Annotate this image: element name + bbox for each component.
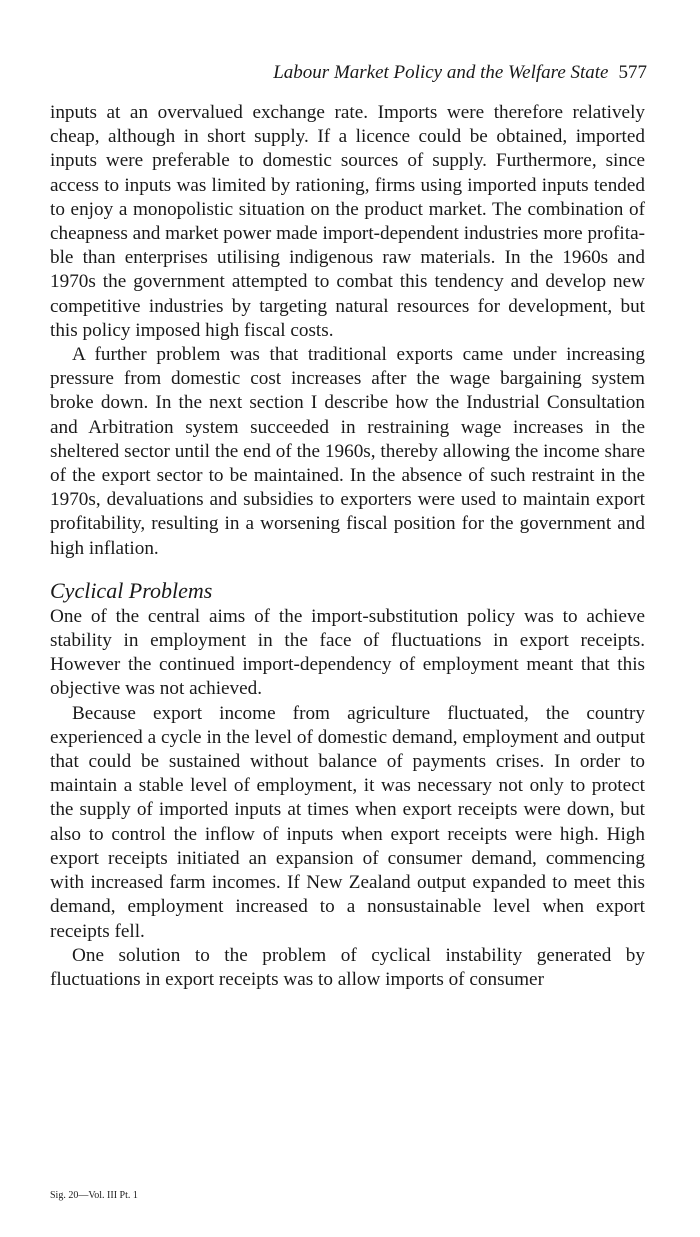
page-number: 577 bbox=[618, 62, 647, 83]
paragraph: Because export income from agriculture fluctuated, the country experienced a cycle in the level of domestic demand, employment and output that could be sustained without balance of payments crises. In order to maintain a stable level of employment, it was necessary not only to protect the supply of imported inputs at times when export receipts were down, but also to control the inflow of inputs when export receipts were high. High export receipts initiated an expansion of consumer demand, commencing with increased farm incomes. If New Zealand output expanded to meet this demand, employment increased to a nonsustainable level when export receipts fell. bbox=[50, 702, 645, 942]
signature-mark: Sig. 20—Vol. III Pt. 1 bbox=[50, 1190, 138, 1201]
paragraph: One solution to the problem of cyclical instability generated by fluctuations in export receipts was to allow imports of consumer bbox=[50, 944, 645, 990]
running-head bbox=[273, 60, 647, 86]
body-text bbox=[50, 101, 645, 992]
running-head-title: Labour Market Policy and the Welfare State bbox=[273, 62, 609, 83]
section-heading: Cyclical Problems bbox=[50, 577, 213, 603]
paragraph: One of the central aims of the import-substitution policy was to achieve stability in employment in the face of fluctuations in export receipts. However the continued import-dependency of employment meant that this objective was not achieved. bbox=[50, 605, 645, 700]
paragraph: inputs at an overvalued exchange rate. Imports were therefore relatively cheap, although in short supply. If a licence could be obtained, imported inputs were preferable to domestic sources of supply. Furthermore, since access to inputs was limited by rationing, firms using imported inputs tended to enjoy a monopolistic situation on the product market. The combination of cheapness and market power made import-dependent industries more profitable than enterprises utilising indigenous raw materials. In the 1960s and 1970s the government attempted to combat this tendency and develop new competitive industries by targeting natural resources for development, but this policy imposed high fiscal costs. bbox=[50, 102, 645, 341]
paragraph: A further problem was that traditional exports came under increasing pressure from domestic cost increases after the wage bargaining system broke down. In the next section I describe how the Industrial Consultation and Arbitration system succeeded in restraining wage increases in the sheltered sector until the end of the 1960s, thereby allowing the income share of the export sector to be maintained. In the absence of such restraint in the 1970s, devaluations and subsidies to exporters were used to maintain export profitability, resulting in a worsening fiscal position for the government and high inflation. bbox=[50, 344, 645, 559]
